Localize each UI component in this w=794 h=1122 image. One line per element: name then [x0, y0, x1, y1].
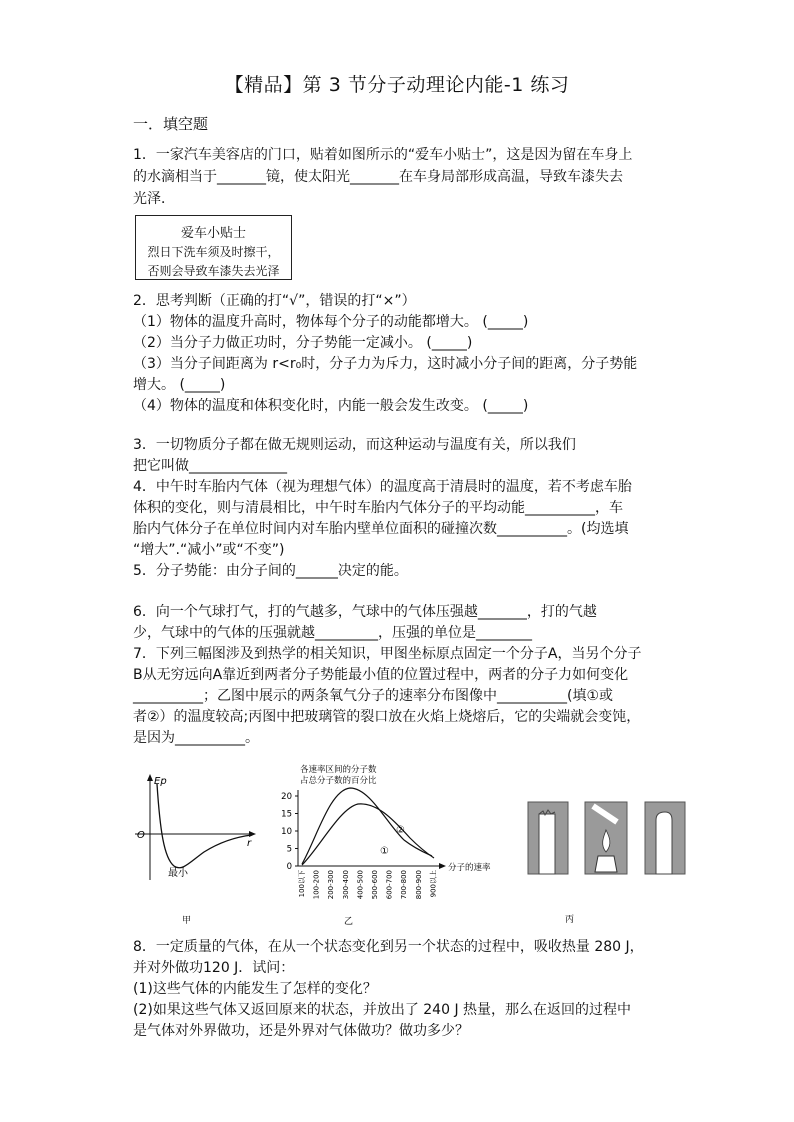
yi-xtick-label: 400-500 — [356, 870, 365, 900]
q4-line1: 4．中午时车胎内气体（视为理想气体）的温度高于清晨时的温度，若不考虑车胎 — [133, 479, 632, 495]
q4-line2: 体积的变化，则与清晨相比，中午时车胎内气体分子的平均动能__________，车 — [133, 500, 623, 516]
bing-tube-broken — [539, 814, 555, 874]
jia-curve — [157, 784, 252, 868]
jia-x-arrow — [249, 831, 256, 837]
q8-line4: (2)如果这些气体又返回原来的状态，并放出了 240 J 热量，那么在返回的过程中 — [133, 1002, 632, 1018]
yi-ylabel2: 占总分子数的百分比 — [300, 776, 377, 786]
q5-line1: 5．分子势能：由分子间的______决定的能。 — [133, 563, 408, 579]
figure-jia — [130, 770, 260, 930]
bing-lamp — [595, 856, 617, 872]
yi-xtick-label: 500-600 — [371, 870, 379, 900]
yi-xtick-label: 100以下 — [298, 870, 306, 898]
bing-caption: 丙 — [565, 915, 575, 925]
yi-x-arrow — [439, 863, 446, 869]
yi-ytick-label: 20 — [281, 792, 292, 802]
yi-curve-2-label: ② — [396, 825, 405, 836]
jia-y-arrow — [147, 774, 153, 781]
yi-caption: 乙 — [344, 917, 354, 927]
yi-curve-1 — [302, 788, 432, 864]
yi-curve-2 — [302, 804, 434, 865]
q1-line3: 光泽． — [133, 191, 175, 207]
yi-xlabel: 分子的速率 — [448, 863, 491, 873]
q4-line3: 胎内气体分子在单位时间内对车胎内壁单位面积的碰撞次数__________。(均选填 — [133, 521, 629, 537]
jia-ylabel: Ep — [154, 776, 167, 787]
figure-yi — [272, 762, 512, 932]
q3-line2: 把它叫做______________ — [133, 458, 287, 474]
q2-line1: 2．思考判断（正确的打“√”，错误的打“×”） — [133, 293, 416, 309]
q2-item3a: （3）当分子间距离为 r<r₀时，分子力为斥力，这时减小分子间的距离，分子势能 — [133, 356, 638, 372]
page-title: 【精品】第 3 节分子动理论内能-1 练习 — [224, 74, 570, 96]
q2-item1: （1）物体的温度升高时，物体每个分子的动能都增大。 (_____) — [133, 314, 529, 330]
q6-line2: 少，气球中的气体的压强就越_________，压强的单位是________ — [133, 625, 532, 641]
tip-line2: 否则会导致车漆失去光泽 — [147, 264, 280, 278]
q8-line5: 是气体对外界做功，还是外界对气体做功？做功多少？ — [133, 1023, 469, 1039]
yi-xtick-label: 900以上 — [429, 870, 438, 898]
yi-xtick-label: 700-800 — [400, 870, 409, 900]
jia-xlabel: r — [247, 838, 252, 849]
figure-bing — [525, 800, 690, 932]
q8-line3: (1)这些气体的内能发生了怎样的变化？ — [133, 981, 377, 997]
jia-caption: 甲 — [182, 916, 192, 926]
yi-xtick-label: 100-200 — [312, 870, 321, 900]
section-heading: 一．填空题 — [133, 115, 209, 133]
yi-ytick-label: 5 — [286, 844, 292, 855]
q1-line2: 的水滴相当于_______镜，使太阳光_______在车身局部形成高温，导致车漆失去 — [133, 169, 623, 185]
yi-xtick-label: 800-900 — [414, 870, 423, 900]
q3-line1: 3．一切物质分子都在做无规则运动，而这种运动与温度有关，所以我们 — [133, 437, 576, 453]
q8-line2: 并对外做功120 J．试问： — [133, 960, 295, 976]
q2-item4: （4）物体的温度和体积变化时，内能一般会发生改变。 (_____) — [133, 398, 529, 414]
yi-ytick-label: 10 — [281, 827, 292, 837]
yi-ylabel1: 各速率区间的分子数 — [300, 765, 377, 775]
yi-ytick-label: 0 — [286, 862, 292, 872]
jia-min-label: 最小 — [168, 868, 188, 879]
jia-origin: O — [137, 830, 145, 841]
q8-line1: 8．一定质量的气体，在从一个状态变化到另一个状态的过程中，吸收热量 280 J， — [133, 939, 644, 955]
q4-line4: “增大”.“减小”或“不变”) — [133, 542, 285, 558]
tip-line1: 烈日下洗车须及时擦干， — [147, 245, 280, 259]
q7-line5: 是因为__________。 — [133, 730, 259, 746]
q7-line3: __________；乙图中展示的两条氧气分子的速率分布图像中__________(填①或 — [133, 688, 614, 704]
q7-line1: 7．下列三幅图涉及到热学的相关知识，甲图坐标原点固定一个分子A，当另个分子 — [133, 646, 642, 662]
yi-curve-1-label: ① — [380, 846, 389, 857]
q7-line4: 者②）的温度较高;丙图中把玻璃管的裂口放在火焰上烧熔后，它的尖端就会变饨， — [133, 709, 641, 725]
q6-line1: 6．向一个气球打气，打的气越多，气球中的气体压强越_______，打的气越 — [133, 604, 597, 620]
q7-line2: B从无穷远向A靠近到两者分子势能最小值的位置过程中，两者的分子力如何变化 — [133, 667, 629, 683]
yi-xtick-label: 300-400 — [341, 870, 350, 900]
bing-tube-rounded — [656, 812, 672, 874]
q2-item2: （2）当分子力做正功时，分子势能一定减小。 (_____) — [133, 335, 473, 351]
car-tip-box — [135, 215, 292, 280]
yi-xtick-label: 600-700 — [385, 870, 394, 900]
q2-item3b: 增大。 (_____) — [133, 377, 226, 393]
yi-xtick-label: 200-300 — [327, 870, 336, 900]
yi-ytick-label: 15 — [281, 809, 292, 820]
q1-line1: 1．一家汽车美容店的门口，贴着如图所示的“爱车小贴士”，这是因为留在车身上 — [133, 147, 633, 163]
tip-title: 爱车小贴士 — [180, 226, 246, 241]
